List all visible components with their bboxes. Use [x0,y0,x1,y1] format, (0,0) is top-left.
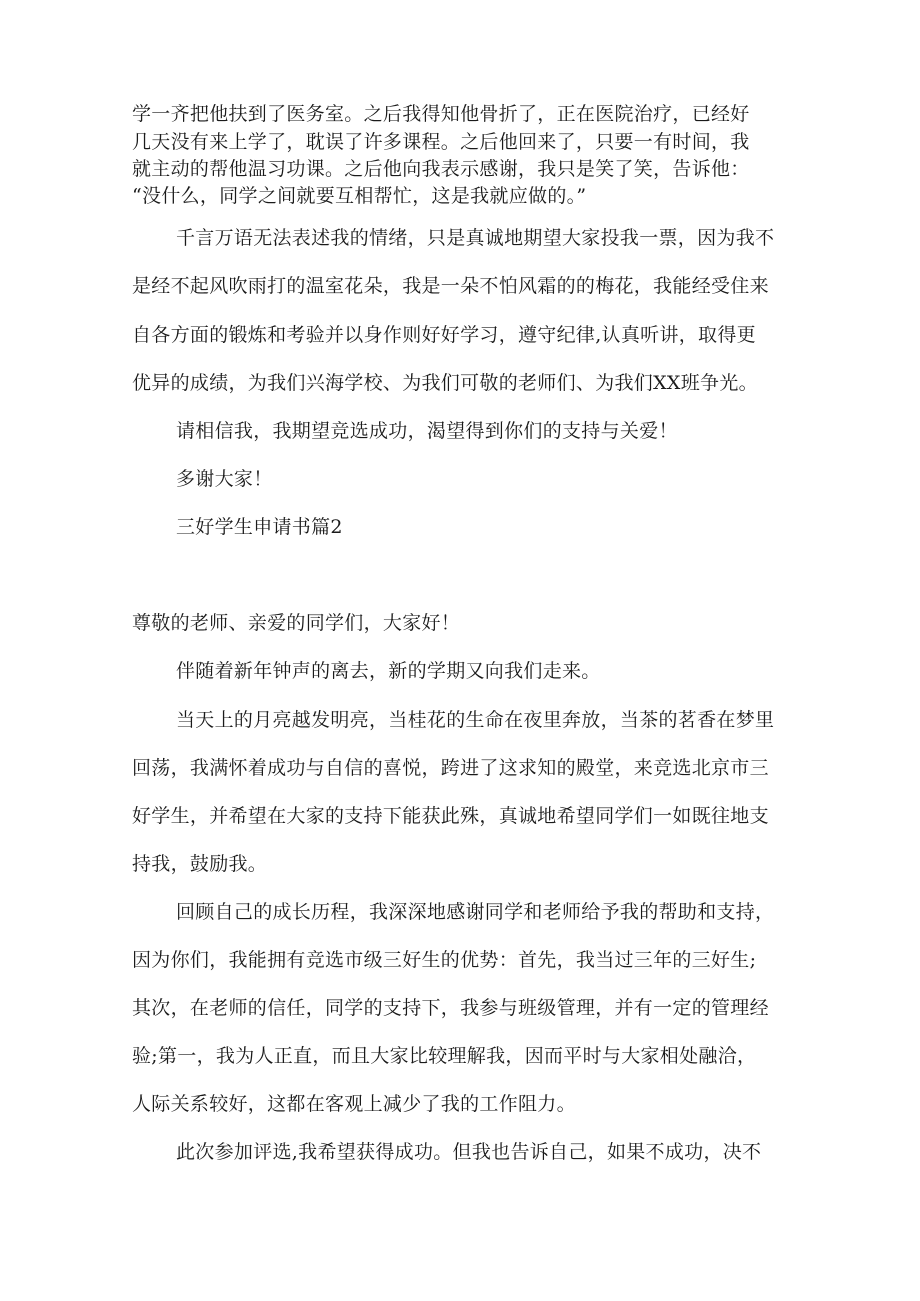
paragraph-7-line-5: 人际关系较好，这都在客观上减少了我的工作阻力。 [132,1093,576,1115]
paragraph-5: 伴随着新年钟声的离去，新的学期又向我们走来。 [176,660,601,682]
paragraph-1-line-4: “没什么，同学之间就要互相帮忙，这是我就应做的。” [132,185,587,207]
paragraph-8: 此次参加评选,我希望获得成功。但我也告诉自己，如果不成功，决不 [176,1141,762,1163]
paragraph-6-line-4: 持我，鼓励我。 [132,853,268,875]
section-heading: 三好学生申请书篇2 [176,516,343,538]
paragraph-4: 多谢大家！ [176,468,273,490]
paragraph-2-line-2: 是经不起风吹雨打的温室花朵，我是一朵不怕风霜的的梅花，我能经受住来 [132,275,769,297]
paragraph-7-line-1: 回顾自己的成长历程，我深深地感谢同学和老师给予我的帮助和支持， [176,901,775,923]
paragraph-6-line-1: 当天上的月亮越发明亮，当桂花的生命在夜里奔放，当茶的茗香在梦里 [176,709,775,731]
paragraph-6-line-3: 好学生，并希望在大家的支持下能获此殊，真诚地希望同学们一如既往地支 [132,805,769,827]
paragraph-3: 请相信我，我期望竞选成功，渴望得到你们的支持与关爱！ [176,420,678,442]
salutation: 尊敬的老师、亲爱的同学们，大家好！ [132,612,461,634]
paragraph-1-line-1: 学一齐把他扶到了医务室。之后我得知他骨折了，正在医院治疗，已经好 [132,103,750,125]
paragraph-1-line-3: 就主动的帮他温习功课。之后他向我表示感谢，我只是笑了笑，告诉他： [132,158,750,180]
paragraph-1-line-2: 几天没有来上学了，耽误了许多课程。之后他回来了，只要一有时间，我 [132,131,750,153]
paragraph-2-line-4: 优异的成绩，为我们兴海学校、为我们可敬的老师们、为我们XX班争光。 [132,372,758,394]
paragraph-6-line-2: 回荡，我满怀着成功与自信的喜悦，跨进了这求知的殿堂，来竞选北京市三 [132,757,769,779]
paragraph-7-line-4: 验;第一，我为人正直，而且大家比较理解我，因而平时与大家相处融洽， [132,1045,757,1067]
paragraph-2-line-1: 千言万语无法表述我的情绪，只是真诚地期望大家投我一票，因为我不 [176,227,775,249]
paragraph-7-line-2: 因为你们，我能拥有竞选市级三好生的优势：首先，我当过三年的三好生; [132,949,757,971]
paragraph-7-line-3: 其次，在老师的信任，同学的支持下，我参与班级管理，并有一定的管理经 [132,997,769,1019]
paragraph-2-line-3: 自各方面的锻炼和考验并以身作则好好学习，遵守纪律,认真听讲，取得更 [132,324,756,346]
